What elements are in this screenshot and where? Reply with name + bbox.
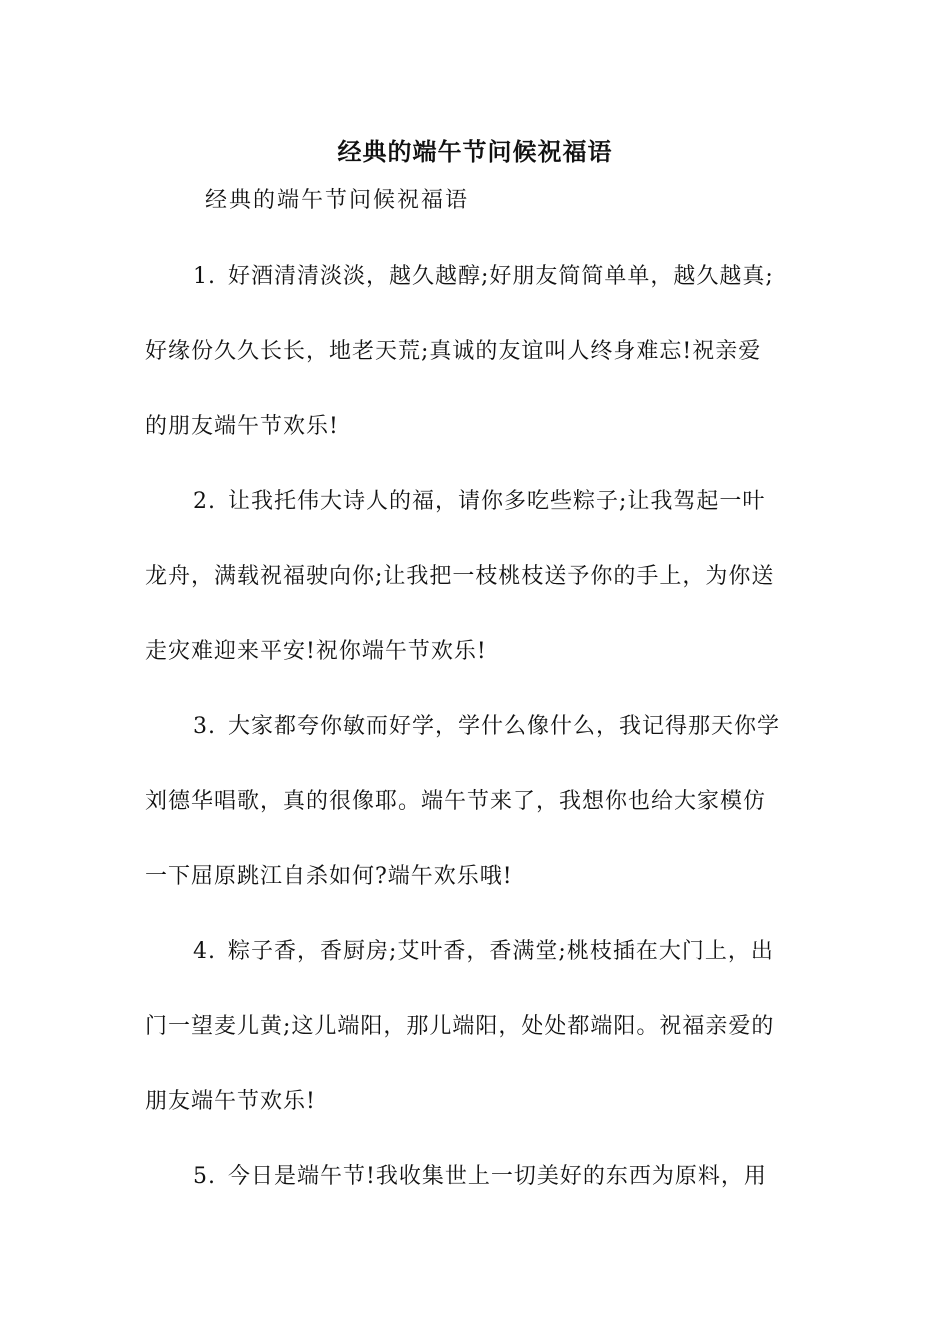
paragraph-4-number: 4. xyxy=(193,939,216,964)
paragraph-2-text: 让我托伟大诗人的福，请你多吃些粽子;让我驾起一叶 xyxy=(228,489,766,514)
paragraph-1-line-2: 好缘份久久长长，地老天荒;真诚的友谊叫人终身难忘!祝亲爱 xyxy=(145,339,762,364)
paragraph-1-text: 好酒清清淡淡，越久越醇;好朋友简简单单，越久越真; xyxy=(228,264,774,289)
document-title: 经典的端午节问候祝福语 xyxy=(337,137,613,166)
document-subtitle: 经典的端午节问候祝福语 xyxy=(205,188,470,213)
paragraph-3-number: 3. xyxy=(193,714,216,739)
paragraph-4-line-3: 朋友端午节欢乐! xyxy=(145,1089,316,1114)
paragraph-1-line-1 xyxy=(193,260,825,294)
paragraph-3-line-2: 刘德华唱歌，真的很像耶。端午节来了，我想你也给大家模仿 xyxy=(145,789,767,814)
paragraph-1-line-3: 的朋友端午节欢乐! xyxy=(145,414,339,439)
paragraph-5-number: 5. xyxy=(193,1164,216,1189)
paragraph-1-number: 1. xyxy=(193,264,216,289)
paragraph-2-line-3: 走灾难迎来平安!祝你端午节欢乐! xyxy=(145,639,487,664)
paragraph-3-line-3: 一下屈原跳江自杀如何?端午欢乐哦! xyxy=(145,864,513,889)
paragraph-2-line-2: 龙舟，满载祝福驶向你;让我把一枝桃枝送予你的手上，为你送 xyxy=(145,564,775,589)
paragraph-2-number: 2. xyxy=(193,489,216,514)
paragraph-5-text: 今日是端午节!我收集世上一切美好的东西为原料，用 xyxy=(228,1164,767,1189)
paragraph-5-line-1 xyxy=(193,1160,825,1194)
paragraph-3-line-1 xyxy=(193,710,825,744)
paragraph-4-line-1 xyxy=(193,935,825,969)
paragraph-4-line-2: 门一望麦儿黄;这儿端阳，那儿端阳，处处都端阳。祝福亲爱的 xyxy=(145,1014,775,1039)
paragraph-3-text: 大家都夸你敏而好学，学什么像什么，我记得那天你学 xyxy=(228,714,781,739)
paragraph-4-text: 粽子香，香厨房;艾叶香，香满堂;桃枝插在大门上，出 xyxy=(228,939,774,964)
paragraph-2-line-1 xyxy=(193,485,825,519)
